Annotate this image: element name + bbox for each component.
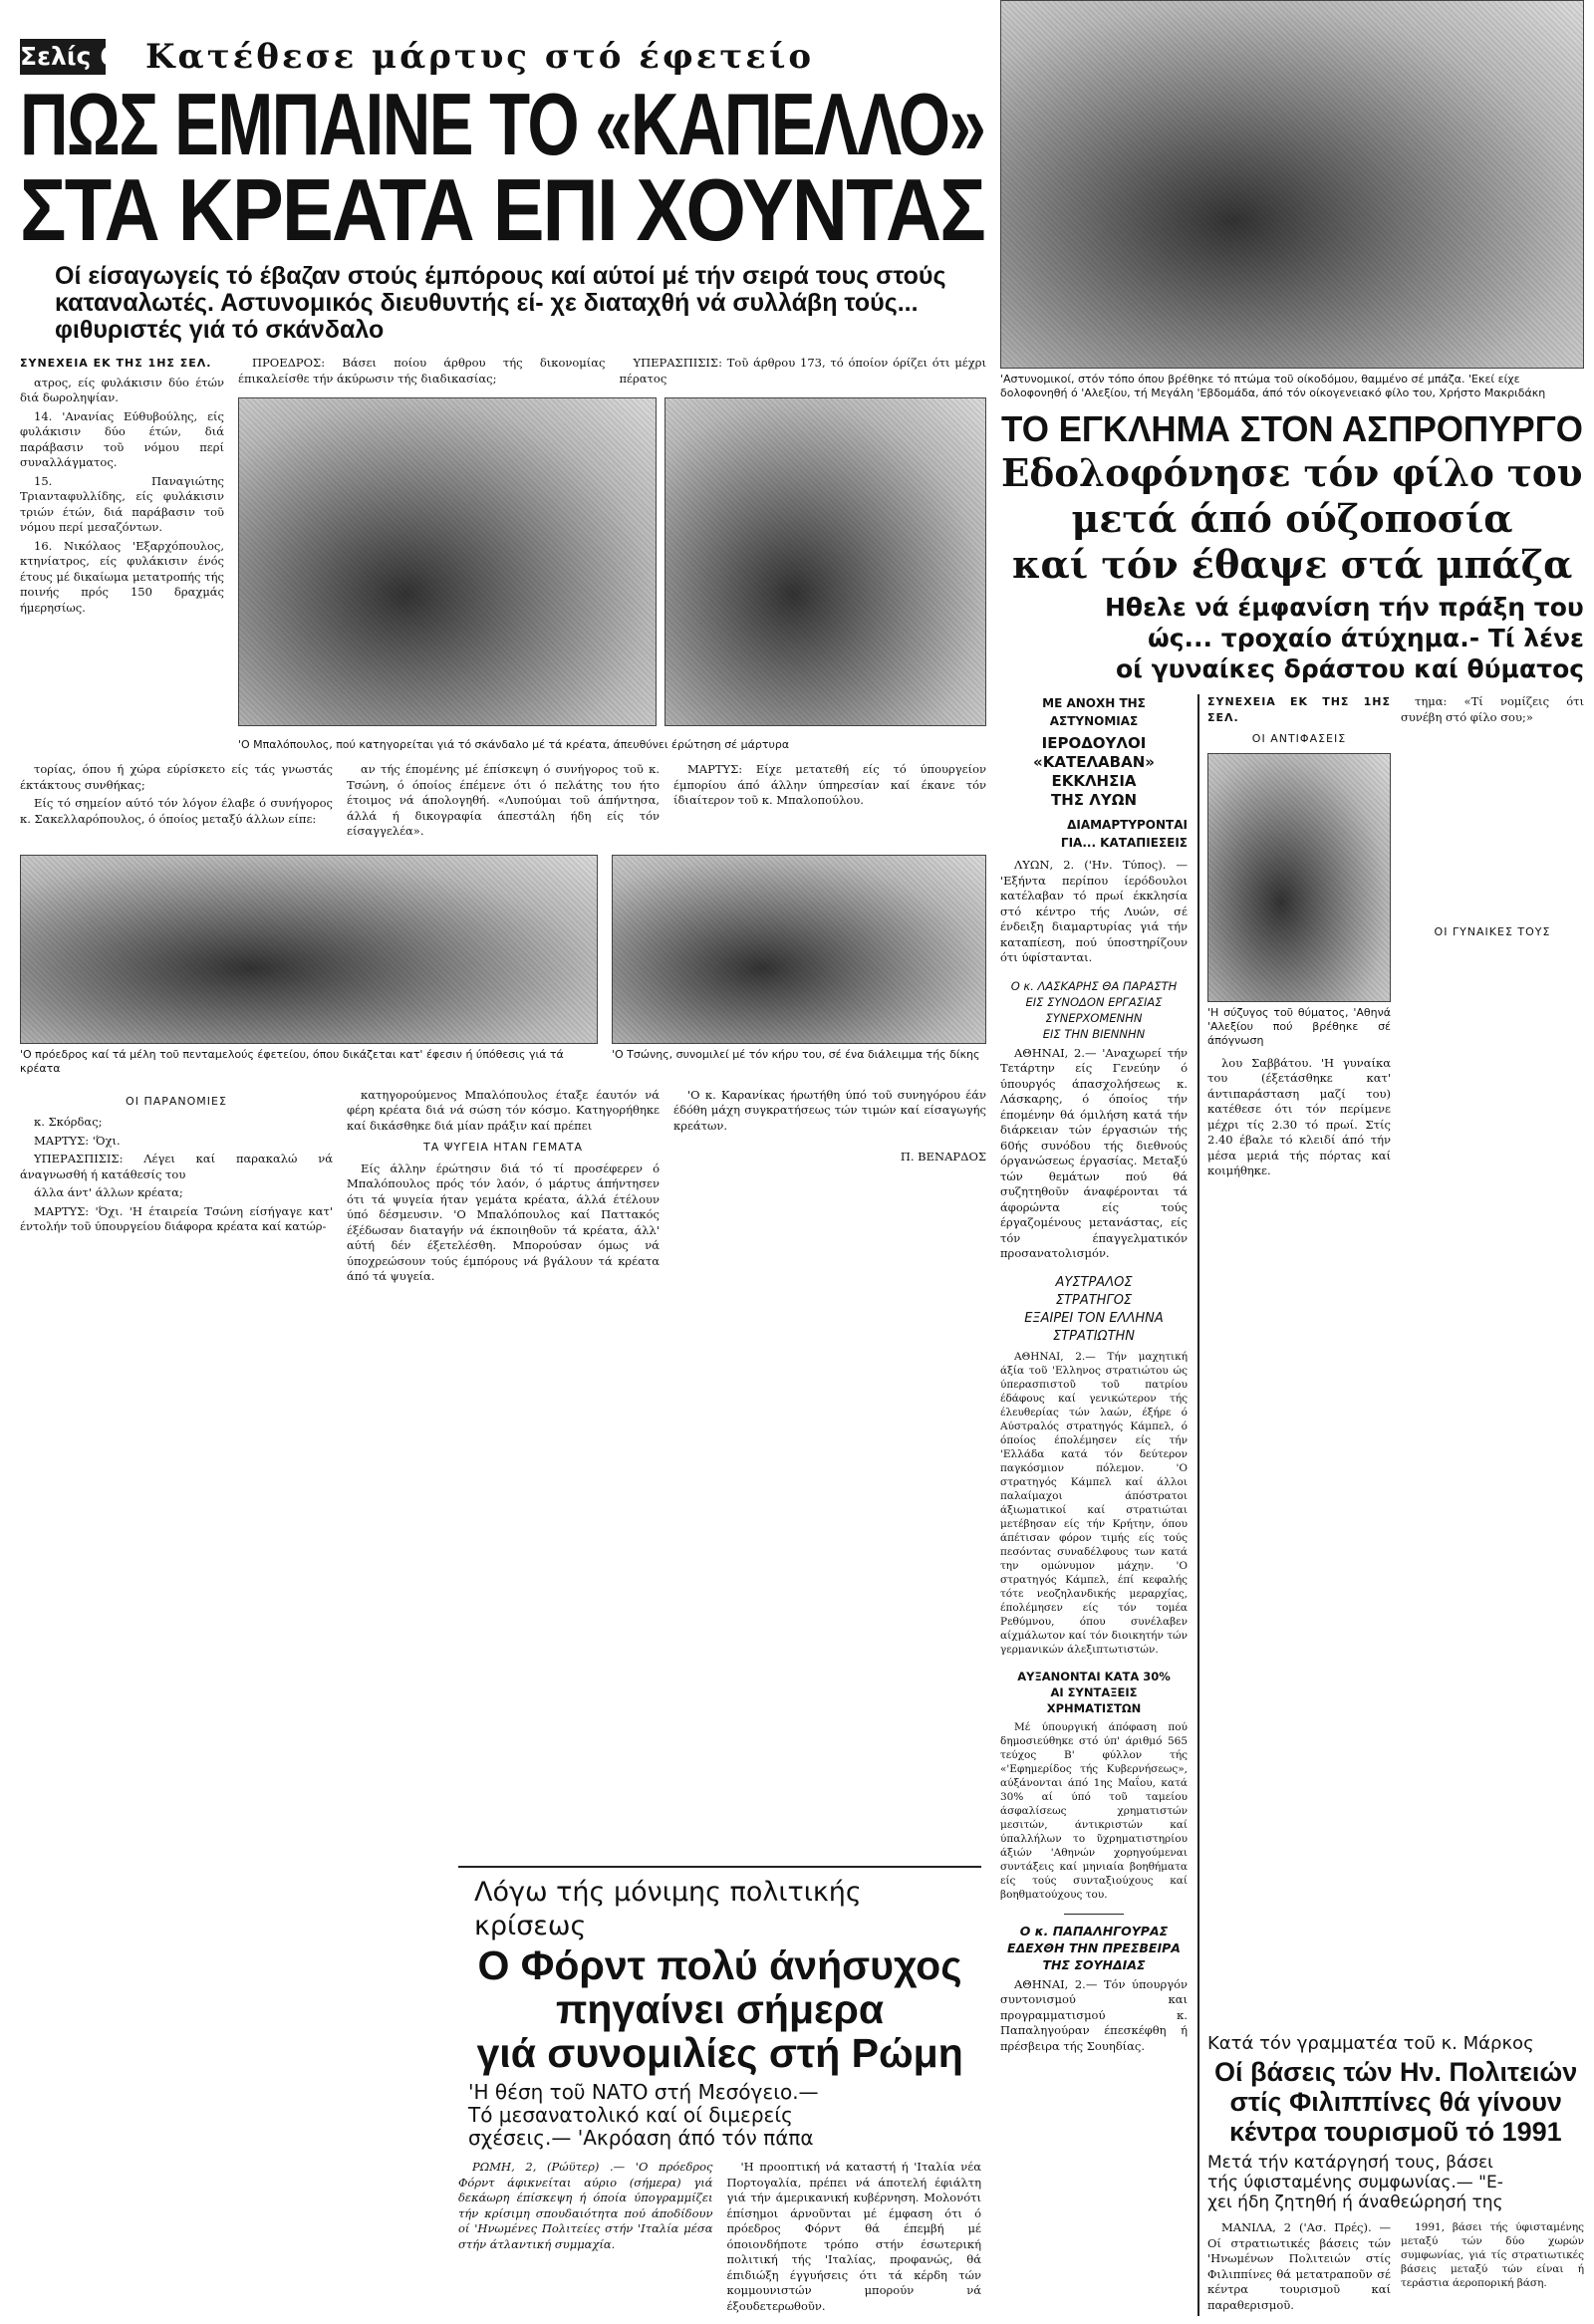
philippines-column-2 [1401, 2220, 1584, 2293]
main-story-row-c [20, 762, 986, 843]
paragraph: 14. 'Ανανίας Εύθυβούλης, είς φυλάκισιν δύο έτών, διά παράβασιν τοῦ νόμου περί συναλλάγματος. [20, 408, 224, 469]
section-heading: ΟΙ ΓΥΝΑΙΚΕΣ ΤΟΥΣ [1434, 925, 1551, 938]
headline-line: ΣΥΝΕΡΧΟΜΕΝΗΝ [1045, 1010, 1143, 1025]
murder-headline-line: καί τόν έθαψε στά μπάζα [1012, 542, 1573, 587]
australian-body [1000, 1350, 1188, 1657]
main-story-text-b [347, 762, 660, 843]
paragraph: τορίας, όπου ή χώρα εύρίσκετο είς τάς γνωστάς έκτάκτους συνθήκας; [20, 762, 333, 792]
murder-kicker: ΤΟ ΕΓΚΛΗΜΑ ΣΤΟΝ ΑΣΠΡΟΠΥΡΓΟ [1001, 408, 1583, 449]
headline-line: ΤΗΣ ΛΥΩΝ [1050, 791, 1138, 809]
page-number-badge: Σελίς 6 [20, 39, 106, 75]
headline-line: ΑΥΣΤΡΑΛΟΣ [1055, 1274, 1133, 1290]
headline-line: «ΚΑΤΕΛΑΒΑΝ» [1033, 753, 1155, 771]
headline-line: ΕΚΚΛΗΣΙΑ [1051, 772, 1137, 790]
fridges-column [673, 1088, 986, 1168]
headline-line: ΕΞΑΙΡΕΙ ΤΟΝ ΕΛΛΗΝΑ [1024, 1310, 1164, 1326]
subhead-line: ΔΙΑΜΑΡΤΥΡΟΝΤΑΙ [1067, 818, 1188, 832]
paragraph: ΡΩΜΗ, 2, (Ρώϋτερ) .— 'Ο πρόεδρος Φόρντ άφικνείται αύριο (σήμερα) γιά δεκάωρη έπίσκεψη ή όποία ύπογραμμίζει τήν κρίσιμη σπουδαιότητα πού άποδίδουν οί 'Ηνωμένες Πολιτείες στήν 'Ιταλία μέσα στήν άτλαντική συμμαχία. [458, 2160, 713, 2251]
philippines-column-1 [1207, 2220, 1391, 2316]
photo-victim-wife [1207, 753, 1391, 1002]
paragraph: 16. Νικόλαος 'Εξαρχόπουλος, κτηνίατρος, είς φυλάκισιν ένός έτους μέ δικαίωμα μετατροπής τής ποινής πρός 150 δραχμάς ήμερησίως. [20, 538, 224, 615]
paragraph: 'Η προοπτική νά καταστή ή 'Ιταλία νέα Πορτογαλία, πρέπει νά άποτελή έφιάλτη γιά τήν άμερικανική κυβέρνηση. Μολονότι έπίσημοι άρνοῦνται μέ έμφαση ότι ό πρόεδρος Φόρντ θά έπεμβή μέ όποιονδήποτε τρόπο στήν έσωτερική πολιτική τής 'Ιταλίας, προφανώς, θά έπιδιώξη έγγυήσεις ότι τά κέρδη τών κομμουνιστών μπορούν νά έξουδετερωθοῦν. [726, 2160, 981, 2313]
papaligouras-headline [1000, 1923, 1188, 1973]
section-paranomies: ΟΙ ΠΑΡΑΝΟΜΙΕΣ [126, 1094, 227, 1108]
paragraph: ΜΑΡΤΥΣ: Είχε μετατεθή είς τό ύπουργείον έμπορίου άπό άλλην ύπηρεσίαν καί έκανε τόν ίδιαίτερον τοῦ κ. Μπαλοπούλου. [673, 762, 986, 807]
pensions-body [1000, 1720, 1188, 1902]
photo-defendants [664, 397, 986, 726]
paragraph: αν τής έπομένης μέ έπίσκεψη ό συνήγορος τοῦ κ. Τσώνη, ό όποίος έπέμενε ότι ό πελάτης του ήτο έτοιμος νά άπολογηθή. «Λυπούμαι τοῦ άπήντησα, άλλά ή δικογραφία άπεστάλη ήδη είς τόν είσαγγελέα». [347, 762, 660, 838]
philippines-headline-line: κέντρα τουρισμοῦ τό 1991 [1229, 2117, 1562, 2147]
section-heading: ΟΙ ΑΝΤΙΦΑΣΕΙΣ [1251, 732, 1347, 745]
paragraph: ΠΡΟΕΔΡΟΣ: Βάσει ποίου άρθρου τής δικονομίας έπικαλείσθε τήν άκύρωσιν τής διαδικασίας; [238, 356, 606, 386]
main-story-column-1 [20, 356, 224, 619]
murder-column-1 [1207, 694, 1391, 1182]
paragraph: ΜΑΝΙΛΑ, 2 ('Ασ. Πρές). — Οί στρατιωτικές βάσεις τών 'Ηνωμένων Πολιτειών στίς Φιλιππίνες θά μετατραποῦν σέ κέντρα τουρισμοῦ καί παραθερισμοῦ. [1207, 2220, 1391, 2312]
main-story-row-e [20, 1088, 986, 1288]
lyon-story [1000, 694, 1188, 966]
paragraph: άλλα άντ' άλλων κρέατα; [34, 1185, 183, 1199]
philippines-headline-line: στίς Φιλιππίνες θά γίνουν [1229, 2087, 1562, 2117]
paragraph: ατρος, είς φυλάκισιν δύο έτών διά δωροληψίαν. [20, 375, 224, 404]
ford-subheadline [468, 2081, 981, 2150]
ford-headline-line: Ο Φόρντ πολύ άνήσυχος [477, 1942, 962, 1988]
main-story-text-c [673, 762, 986, 812]
paragraph: ΜΑΡΤΥΣ: 'Όχι. [34, 1133, 121, 1148]
photo-caption-wife: 'Η σύζυγος τοῦ θύματος, 'Αθηνά 'Αλεξίου πού βρέθηκε σέ άπόγνωση [1207, 1005, 1391, 1047]
pensions-headline [1000, 1669, 1188, 1716]
main-story-row-a [20, 356, 986, 752]
subhead-line: σχέσεις.— 'Ακρόαση άπό τόν πάπα [468, 2126, 814, 2150]
headline-line: Ο κ. ΠΑΠΑΛΗΓΟΥΡΑΣ [1019, 1923, 1169, 1938]
continued-label: ΣΥΝΕΧΕΙΑ ΕΚ ΤΗΣ 1ΗΣ ΣΕΛ. [20, 357, 212, 370]
qa-column [20, 1088, 333, 1238]
paragraph: τημα: «Τί νομίζεις ότι συνέβη στό φίλο σου;» [1401, 694, 1584, 724]
headline-line: ΤΗΣ ΣΟΥΗΔΙΑΣ [1042, 1956, 1146, 1972]
philippines-story [1207, 2031, 1584, 2316]
divider [1064, 1914, 1124, 1915]
photo-caption-balopoulos: 'Ο Μπαλόπουλος, πού κατηγορείται γιά τό σκάνδαλο μέ τά κρέατα, άπευθύνει έρώτηση σέ μάρτυρα [238, 738, 790, 751]
main-story-column-2b [620, 356, 987, 389]
philippines-headline-line: Οί βάσεις τών Ην. Πολιτειών [1214, 2057, 1578, 2087]
murder-column-2 [1401, 694, 1584, 946]
ford-headline-line: πηγαίνει σήμερα [556, 1986, 885, 2032]
paragraph: ΑΘΗΝΑΙ, 2.— Τήν μαχητική άξία τοῦ 'Ελληνος στρατιώτου ώς ύπερασπιστοῦ τοῦ πατρίου έδάφους καί γενικώτερον τής έλευθερίας τών λαών, έξήρε ό Αύστραλός στρατηγός Κάμπελ, ό όποίος έπολέμησεν είς τήν 'Ελλάδα κατά τόν δεύτερον παγκόσμιον πόλεμον. 'Ο στρατηγός Κάμπελ καί άλλοι παλαίμαχοι άπόστρατοι άξιωματικοί καί στρατιώται μετέβησαν είς τήν Κρήτην, όπου άπέτισαν φόρον τιμής είς τούς πεσόντας συναδέλφους των κατά την ομώνυμον μάχην. 'Ο στρατηγός Κάμπελ, έπί κεφαλής τότε νεοζηλανδικής μεραρχίας, έπολέμησεν είς τόν τομέα Ρεθύμνου, όπου συνέλαβεν αίχμάλωτον καί τόν διοικητήν τών γερμανικών άλεξιπτωτιστών. [1000, 1350, 1188, 1656]
kicker-headline: Κατέθεσε μάρτυς στό έφετείο [145, 37, 815, 77]
headline-line: ΣΤΡΑΤΙΩΤΗΝ [1052, 1328, 1136, 1344]
pensions-story [1000, 1669, 1188, 1902]
murder-subhead-line: οί γυναίκες δράστου καί θύματος [1116, 654, 1585, 683]
left-region [20, 36, 986, 2317]
murder-subhead-line: Ηθελε νά έμφανίση τήν πράξη του [1105, 593, 1584, 622]
kicker: ΜΕ ΑΝΟΧΗ ΤΗΣ ΑΣΤΥΝΟΜΙΑΣ [1042, 696, 1146, 728]
paragraph: ΑΘΗΝΑΙ, 2.— Τόν ύπουργόν συντονισμού και προγραμματισμού κ. Παπαληγούραν έπεσκέφθη ή πρέσβειρα τής Σουηδίας. [1000, 1976, 1188, 2053]
paragraph: 'Ο κ. Καρανίκας ήρωτήθη ύπό τοῦ συνηγόρου έάν έδόθη μάχη συγκρατήσεως τών τιμών καί είσαγωγής κρεάτων. [673, 1087, 986, 1133]
photo-tsonis [612, 855, 986, 1044]
photo-balopoulos [238, 397, 657, 726]
photo-court [20, 855, 598, 1044]
laskaris-headline [1000, 978, 1188, 1042]
main-story-text-a [20, 762, 333, 830]
continued-label: ΣΥΝΕΧΕΙΑ ΕΚ ΤΗΣ 1ΗΣ ΣΕΛ. [1207, 695, 1391, 724]
ford-headline-line: γιά συνομιλίες στή Ρώμη [476, 2030, 963, 2076]
paragraph: ΥΠΕΡΑΣΠΙΣΙΣ: Τοῦ άρθρου 173, τό όποίον όρίζει ότι μέχρι πέρατος [619, 356, 986, 386]
photo-caption-court: 'Ο πρόεδρος καί τά μέλη τοῦ πενταμελούς έφετείου, όπου δικάζεται κατ' έφεσιν ή ύπόθεσις γιά τά κρέατα [20, 1047, 564, 1075]
headline-line: ΑΙ ΣΥΝΤΑΞΕΙΣ [1050, 1684, 1138, 1699]
headline-line: ΕΔΕΧΘΗ ΤΗΝ ΠΡΕΣΒΕΙΡΑ [1007, 1939, 1181, 1955]
paragraph: λου Σαββάτου. 'Η γυναίκα του (έξετάσθηκε κατ' άντιπαράσταση μαζί του) κατέθεσε ότι τόν περίμενε μέχρι τίς 2.30 τό πρωί. Στίς 2.40 έβαλε τό κλειδί άπό τήν μέσα μεριά τής πόρτας καί κοιμήθηκε. [1207, 1055, 1391, 1177]
headline-line: ΕΙΣ ΣΥΝΟΔΟΝ ΕΡΓΑΣΙΑΣ [1025, 994, 1163, 1009]
headline-line: ΣΤΡΑΤΗΓΟΣ [1055, 1292, 1133, 1308]
byline: Π. ΒΕΝΑΡΔΟΣ [900, 1150, 986, 1163]
paragraph: ΛΥΩΝ, 2. ('Ην. Τύπος). — 'Εξήντα περίπου ίερόδουλοι κατέλαβαν τό πρωί έκκλησία στό κέντρο τής Λυών, σέ ένδειξη διαμαρτυρίας γιά τήν καταπίεση, πού ύποστηρίζουν ότι ύφίστανται. [1000, 858, 1188, 964]
australian-headline [1000, 1274, 1188, 1346]
paragraph: 1991, βάσει τής ύφισταμένης μεταξύ τών δύο χωρών συμφωνίας, γιά τίς στρατιωτικές βάσεις μεταξύ τών είναι ή τεράστια άεροπορική βάση. [1401, 2221, 1584, 2289]
section-heading-fridges: ΤΑ ΨΥΓΕΙΑ ΗΤΑΝ ΓΕΜΑΤΑ [422, 1141, 584, 1154]
laskaris-body [1000, 1046, 1188, 1262]
laskaris-story [1000, 978, 1188, 1262]
photo-crime-scene [1000, 0, 1584, 369]
divider [458, 1866, 981, 1868]
murder-headline-line: μετά άπό ούζοποσία [1071, 496, 1513, 541]
ford-story [458, 1866, 981, 2317]
photo-caption-tsonis: 'Ο Τσώνης, συνομιλεί μέ τόν κήρυ του, σέ ένα διάλειμμα τής δίκης [612, 1047, 980, 1061]
ford-column-2 [727, 2160, 982, 2317]
right-region [1000, 0, 1584, 2316]
paragraph: κατηγορούμενος Μπαλόπουλος έταξε έαυτόν νά φέρη κρέατα διά νά σώση τόν κόσμο. Κατηγορήθηκε καί δικάσθηκε διά μίαν πράξιν καί πρέπει [347, 1087, 660, 1133]
subhead-line: ΓΙΑ... ΚΑΤΑΠΙΕΣΕΙΣ [1060, 836, 1188, 850]
paragraph: Είς τό σημείον αύτό τόν λόγον έλαβε ό συνήγορος κ. Σακελλαρόπουλος, ό όποίος μεταξύ άλλων είπε: [20, 796, 333, 826]
murder-headline-line: Εδολοφόνησε τόν φίλο του [1001, 450, 1583, 495]
headline-line: ΙΕΡΟΔΟΥΛΟΙ [1041, 734, 1147, 752]
subhead-line: Μετά τήν κατάργησή τους, βάσει [1207, 2153, 1493, 2173]
headline-line: ΑΥΞΑΝΟΝΤΑΙ ΚΑΤΑ 30% [1017, 1669, 1171, 1683]
paragraph: κ. Σκόρδας; [34, 1115, 103, 1129]
paragraph: Μέ ύπουργική άπόφαση πού δημοσιεύθηκε στό ύπ' άριθμό 565 τεύχος Β' φύλλον τής «'Εφημερίδος τής Κυβερνήσεως», αύξάνονται άπό 1ης Μαΐου, κατά 30% αί ύπό τοῦ ταμείου άσφαλίσεως χρηματιστών μεσιτών, άντικριστών καί ύπαλλήλων το ῦχρηματιστηρίου άξιών 'Αθηνών χορηγούμεναι συντάξεις καί μηνιαία βοηθήματα είς τούς συνταξιούχους καί βοηθματούχους του. [1000, 1720, 1188, 1901]
philippines-kicker: Κατά τόν γραμματέα τοῦ κ. Μάρκος [1207, 2033, 1534, 2054]
main-headline-line1: ΠΩΣ ΕΜΠΑΙΝΕ ΤΟ «ΚΑΠΕΛΛΟ» [20, 75, 985, 173]
headline-line: ΕΙΣ ΤΗΝ ΒΙΕΝΝΗΝ [1042, 1026, 1146, 1041]
paragraph: ΜΑΡΤΥΣ: 'Όχι. 'Η έταιρεία Τσώνη είσήγαγε κατ' έντολήν τοῦ ύπουργείου διάφορα κρέατα καί κατώρ- [20, 1203, 333, 1233]
photo-caption-crime-scene: 'Αστυνομικοί, στόν τόπο όπου βρέθηκε τό πτώμα τοῦ οίκοδόμου, θαμμένο σέ μπάζα. 'Εκεί είχε δολοφονηθή ό 'Αλεξίου, τή Μεγάλη 'Εβδομάδα, άπό τόν οίκογενειακό φίλο του, Χρήστο Μακριδάκη [1000, 373, 1546, 399]
paragraph: Είς άλλην έρώτησιν διά τό τί προσέφερεν ό Μπαλόπουλος πρός τόν λαόν, ό μάρτυς άπήντησεν ότι τά ψυγεία ήταν γεμάτα κρέατα, άλλά έτέλουν ύπό δέσμευσιν. 'Ο Μπαλόπουλος καί Παττακός έξέδωσαν διαταγήν νά έκποιηθοῦν τά κρέατα, άλλ' αύτή δέν έξετελέσθη. Μπορούσαν όμως νά ύποχρεώσουν τούς έμπόρους νά βγάλουν τά κρέατα άπό τά ψυγεία. [347, 1161, 660, 1283]
lyon-story-header [1000, 694, 1188, 852]
subhead-line: χει ήδη ζητηθή ή άναθεώρησή της [1207, 2193, 1503, 2212]
papaligouras-body [1000, 1977, 1188, 2055]
short-stories-column [1000, 694, 1188, 2316]
headline-line: Ο κ. ΛΑΣΚΑΡΗΣ ΘΑ ΠΑΡΑΣΤΗ [1010, 978, 1178, 993]
paragraph: 15. Παναγιώτης Τριανταφυλλίδης, είς φυλάκισιν τριών έτών, διά παράβασιν τοῦ νόμου περί μεσαζόντων. [20, 473, 224, 534]
ford-column-1 [458, 2160, 713, 2255]
lyon-body [1000, 858, 1188, 966]
paragraph: ΑΘΗΝΑΙ, 2.— 'Αναχωρεί τήν Τετάρτην είς Γενεύην ό ύπουργός άπασχολήσεως κ. Λάσκαρης, ό όποίος τήν έπομένην θά όμιλήση κατά τήν διάρκειαν τών έργασιών τής 60ής συνόδου τής διεθνούς όργανώσεως έργασίας. Μεταξύ τών θεμάτων πού θά συζητηθοῦν άναφέρονται τά άφορώντα είς τούς έργαζομένους μετανάστας, είς τόν έπαγγελματικόν προσανατολισμόν. [1000, 1045, 1188, 1260]
masthead-row [20, 36, 986, 78]
papaligouras-story [1000, 1923, 1188, 2055]
paragraph: ΥΠΕΡΑΣΠΙΣΙΣ: Λέγει καί παρακαλώ νά άναγνωσθή ή κατάθεσίς του [20, 1152, 333, 1181]
main-headline-line2: ΣΤΑ ΚΡΕΑΤΑ ΕΠΙ ΧΟΥΝΤΑΣ [20, 160, 985, 259]
main-story-row-d [20, 855, 986, 1076]
main-story-column-2 [238, 356, 606, 389]
defense-column [347, 1088, 660, 1288]
subhead-line: 'Η θέση τοῦ ΝΑΤΟ στή Μεσόγειο.— [468, 2080, 819, 2104]
ford-kicker: Λόγω τής μόνιμης πολιτικής κρίσεως [474, 1877, 862, 1941]
main-subheadline: Οί είσαγωγείς τό έβαζαν στούς έμπόρους καί αύτοί μέ τήν σειρά τους στούς καταναλωτές. Αστυνομικός διευθυντής εί- χε διαταχθή νά συλλάβη τούς... φιθυριστές γιά τό σκάνδαλο [55, 262, 946, 344]
subhead-line: Τό μεσανατολικό καί οί διμερείς [468, 2103, 793, 2127]
murder-subhead-line: ώς... τροχαίο άτύχημα.- Τί λένε [1148, 624, 1584, 652]
australian-story [1000, 1274, 1188, 1657]
philippines-subheadline [1207, 2153, 1584, 2212]
subhead-line: τής ύφισταμένης συμφωνίας.— "Ε- [1207, 2173, 1503, 2193]
headline-line: ΧΡΗΜΑΤΙΣΤΩΝ [1046, 1700, 1142, 1715]
